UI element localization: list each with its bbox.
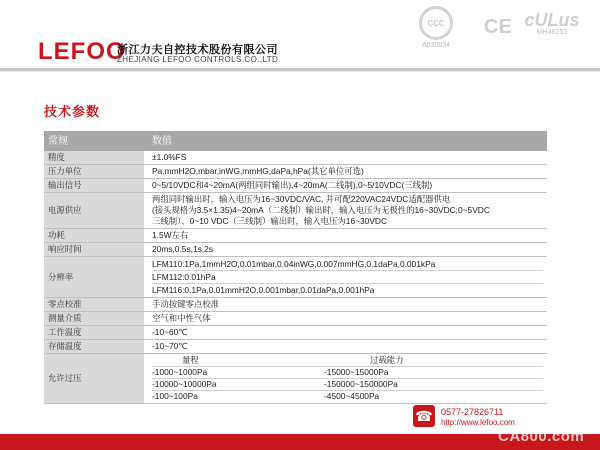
value-line: 1.5W左右 <box>152 230 189 240</box>
row-label: 输出信号 <box>44 179 144 193</box>
overload-cell: -15000~15000Pa <box>324 367 389 377</box>
value-line: ±1.0%FS <box>152 152 187 162</box>
value-line: -10~70℃ <box>152 341 188 351</box>
row-value <box>144 193 547 229</box>
table-row <box>44 243 547 257</box>
row-label: 测量介质 <box>44 312 144 326</box>
company-name-en: ZHEJIANG LEFOO CONTROLS CO.,LTD. <box>117 55 281 64</box>
overpressure-grid <box>152 355 543 402</box>
spec-table-header <box>44 131 547 151</box>
value-line: Pa,mmH2O,mbar,inWG,mmHG,daPa,hPa(其它单位可选) <box>152 166 364 176</box>
value-line: 两组同时输出时，输入电压为16~30VDC/VAC, 并可配220VAC24VDC适配器供电 <box>152 194 451 204</box>
range-cell: -1000~1000Pa <box>152 367 208 377</box>
ul-cert-icon <box>522 10 582 36</box>
value-line: 0~5/10VDC和4~20mA(两组同时输出),4~20mA(二线制),0~5/10VDC(三线制) <box>152 180 433 190</box>
table-row-overpressure <box>44 354 547 404</box>
value-line: LFM110:1Pa,1mmH2O,0.01mbar,0.04inWG,0.007mmHG,0.1daPa,0.001kPa <box>152 259 436 269</box>
phone-icon: ☎ <box>413 405 435 427</box>
ccc-code: A030034 <box>421 42 451 49</box>
overpressure-header <box>152 355 543 367</box>
overpressure-row <box>152 367 543 379</box>
row-value <box>144 326 547 340</box>
table-row <box>44 326 547 340</box>
table-row <box>44 193 547 229</box>
ccc-mark: CCC <box>419 6 453 40</box>
overpressure-row <box>152 391 543 402</box>
value-line: 空气和中性气体 <box>152 313 211 323</box>
row-value <box>144 229 547 243</box>
table-row <box>44 312 547 326</box>
value-line: LFM112:0.01hPa <box>152 270 543 283</box>
row-label: 分辨率 <box>44 257 144 298</box>
row-value <box>144 257 547 298</box>
website-link[interactable]: http://www.lefoo.com <box>441 418 515 427</box>
row-value <box>144 312 547 326</box>
phone-number: 0577-27826711 <box>441 407 504 417</box>
header-value: 数值 <box>144 131 547 151</box>
header-divider-light <box>0 71 600 72</box>
table-row <box>44 229 547 243</box>
row-value <box>144 165 547 179</box>
row-label: 电源供应 <box>44 193 144 229</box>
watermark: CA800.com <box>498 428 585 445</box>
table-row <box>44 151 547 165</box>
table-row <box>44 257 547 298</box>
row-value <box>144 179 547 193</box>
value-line: LFM116:0.1Pa,0.01mmH2O,0.001mbar,0.01daPa,0.001hPa <box>152 283 543 296</box>
row-label: 允许过压 <box>44 354 144 404</box>
row-label: 存储温度 <box>44 340 144 354</box>
value-line: 20ms,0.5s,1s,2s <box>152 244 213 254</box>
table-row <box>44 165 547 179</box>
row-label: 零点校准 <box>44 298 144 312</box>
value-line: -10~60℃ <box>152 327 188 337</box>
page-header <box>0 0 600 68</box>
ccc-cert-icon <box>412 6 460 49</box>
ul-mark: cULus <box>524 10 580 30</box>
overpressure-col-header: 量程 <box>182 355 199 365</box>
company-name-cn: 浙江力夫自控技术股份有限公司 <box>117 44 278 56</box>
row-label: 精度 <box>44 151 144 165</box>
row-label: 工作温度 <box>44 326 144 340</box>
ul-code: MH46253 <box>536 29 568 36</box>
value-line: (接头规格为3.5×1.35)4~20mA（二线制）输出时，输入电压为无极性的16~30VDC;0~5VDC <box>152 205 490 215</box>
spec-table <box>44 131 547 404</box>
range-cell: -100~100Pa <box>152 391 198 401</box>
section-title: 技术参数 <box>44 104 101 119</box>
row-label: 响应时间 <box>44 243 144 257</box>
overload-cell: -4500~4500Pa <box>324 391 380 401</box>
range-cell: -10000~10000Pa <box>152 379 217 389</box>
row-value <box>144 151 547 165</box>
table-row <box>44 298 547 312</box>
ce-cert-icon: CE <box>484 16 512 38</box>
row-label: 压力单位 <box>44 165 144 179</box>
row-value <box>144 354 547 404</box>
row-value <box>144 243 547 257</box>
row-value <box>144 298 547 312</box>
row-value <box>144 340 547 354</box>
overpressure-row <box>152 379 543 391</box>
lefoo-logo: LEFOO <box>38 38 126 65</box>
overpressure-col-header: 过载能力 <box>370 355 404 365</box>
value-line: 三线制）、0~10 VDC（三线制）输出时，输入电压为16~30VDC <box>152 216 388 226</box>
header-category: 常规 <box>44 131 144 151</box>
table-row <box>44 179 547 193</box>
table-row <box>44 340 547 354</box>
row-label: 功耗 <box>44 229 144 243</box>
value-line: 手动按键零点校准 <box>152 299 219 309</box>
overload-cell: -150000~150000Pa <box>324 379 398 389</box>
